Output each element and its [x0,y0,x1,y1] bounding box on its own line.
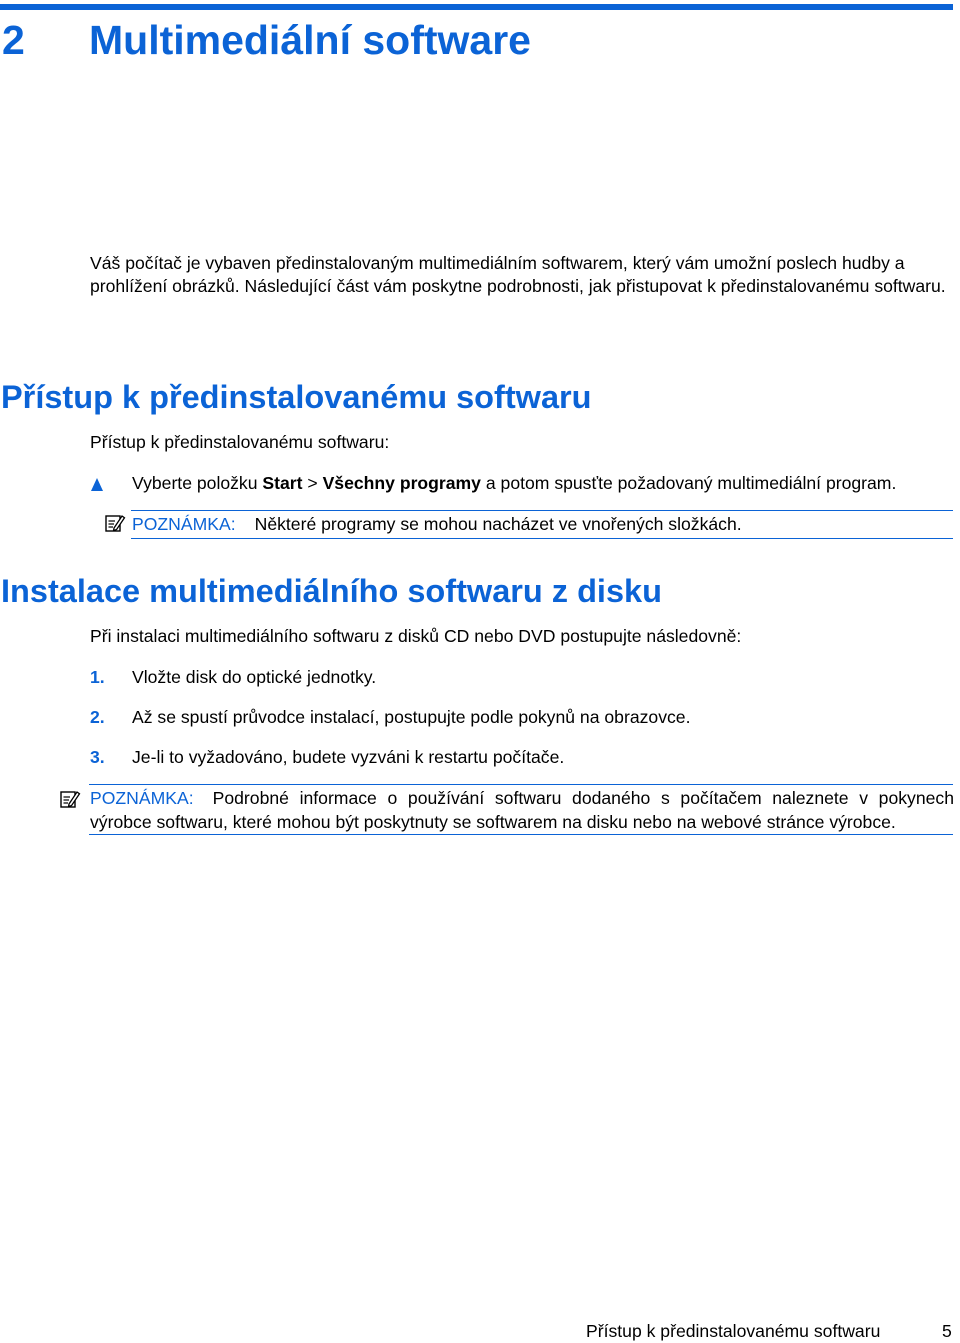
note1-top-rule [131,510,953,511]
list-item-3-number: 3. [90,747,105,767]
section2-lead: Při instalaci multimediálního softwaru z disků CD nebo DVD postupujte následovně: [90,626,742,646]
note1-bottom-rule [131,538,953,539]
note1-text: Některé programy se mohou nacházet ve vnořených složkách. [254,514,742,534]
intro-paragraph: Váš počítač je vybaven předinstalovaným multimediálním softwarem, který vám umožní poslech hudby a prohlížení obrázků. Následující část vám poskytne podrobnosti, jak přistupovat k předinstalovanému softwaru. [90,253,946,296]
section2-heading: Instalace multimediálního softwaru z disku [1,573,662,609]
note-pencil-icon [59,788,81,810]
page-number: 5 [942,1321,952,1341]
note1-label: POZNÁMKA: [132,514,236,534]
step-start-label: Start [262,473,303,493]
list-item-2-number: 2. [90,707,105,727]
section1-heading: Přístup k předinstalovanému softwaru [1,379,592,415]
note1 [132,513,742,536]
section1-lead: Přístup k předinstalovanému softwaru: [90,432,390,452]
chapter-title [2,16,531,64]
footer-title: Přístup k předinstalovanému softwaru [586,1321,881,1341]
triangle-icon [91,478,103,491]
step-all-programs-label: Všechny programy [322,473,481,493]
top-rule [0,4,953,10]
note2-line1: Podrobné informace o používání softwaru dodaného s počítačem naleznete v pokynech [212,788,954,808]
note2-label: POZNÁMKA: [90,788,194,808]
list-item-2-text: Až se spustí průvodce instalací, postupujte podle pokynů na obrazovce. [132,707,691,727]
step-text-2: > [302,473,323,493]
note-pencil-icon [104,512,126,534]
list-item-3-text: Je-li to vyžadováno, budete vyzváni k restartu počítače. [132,747,565,767]
note2-top-rule [89,784,953,785]
note2-line2: výrobce softwaru, které mohou být poskytnuty se softwarem na disku nebo na webové stránce výrobce. [90,811,896,832]
chapter-title-text: Multimediální software [89,17,531,63]
note2 [90,787,954,834]
note2-bottom-rule [89,834,953,835]
section1-step [132,472,896,495]
chapter-number: 2 [2,17,25,63]
step-text-3: a potom spusťte požadovaný multimediální program. [480,473,897,493]
list-item-1-number: 1. [90,667,105,687]
list-item-1-text: Vložte disk do optické jednotky. [132,667,377,687]
step-text-1: Vyberte položku [132,473,263,493]
